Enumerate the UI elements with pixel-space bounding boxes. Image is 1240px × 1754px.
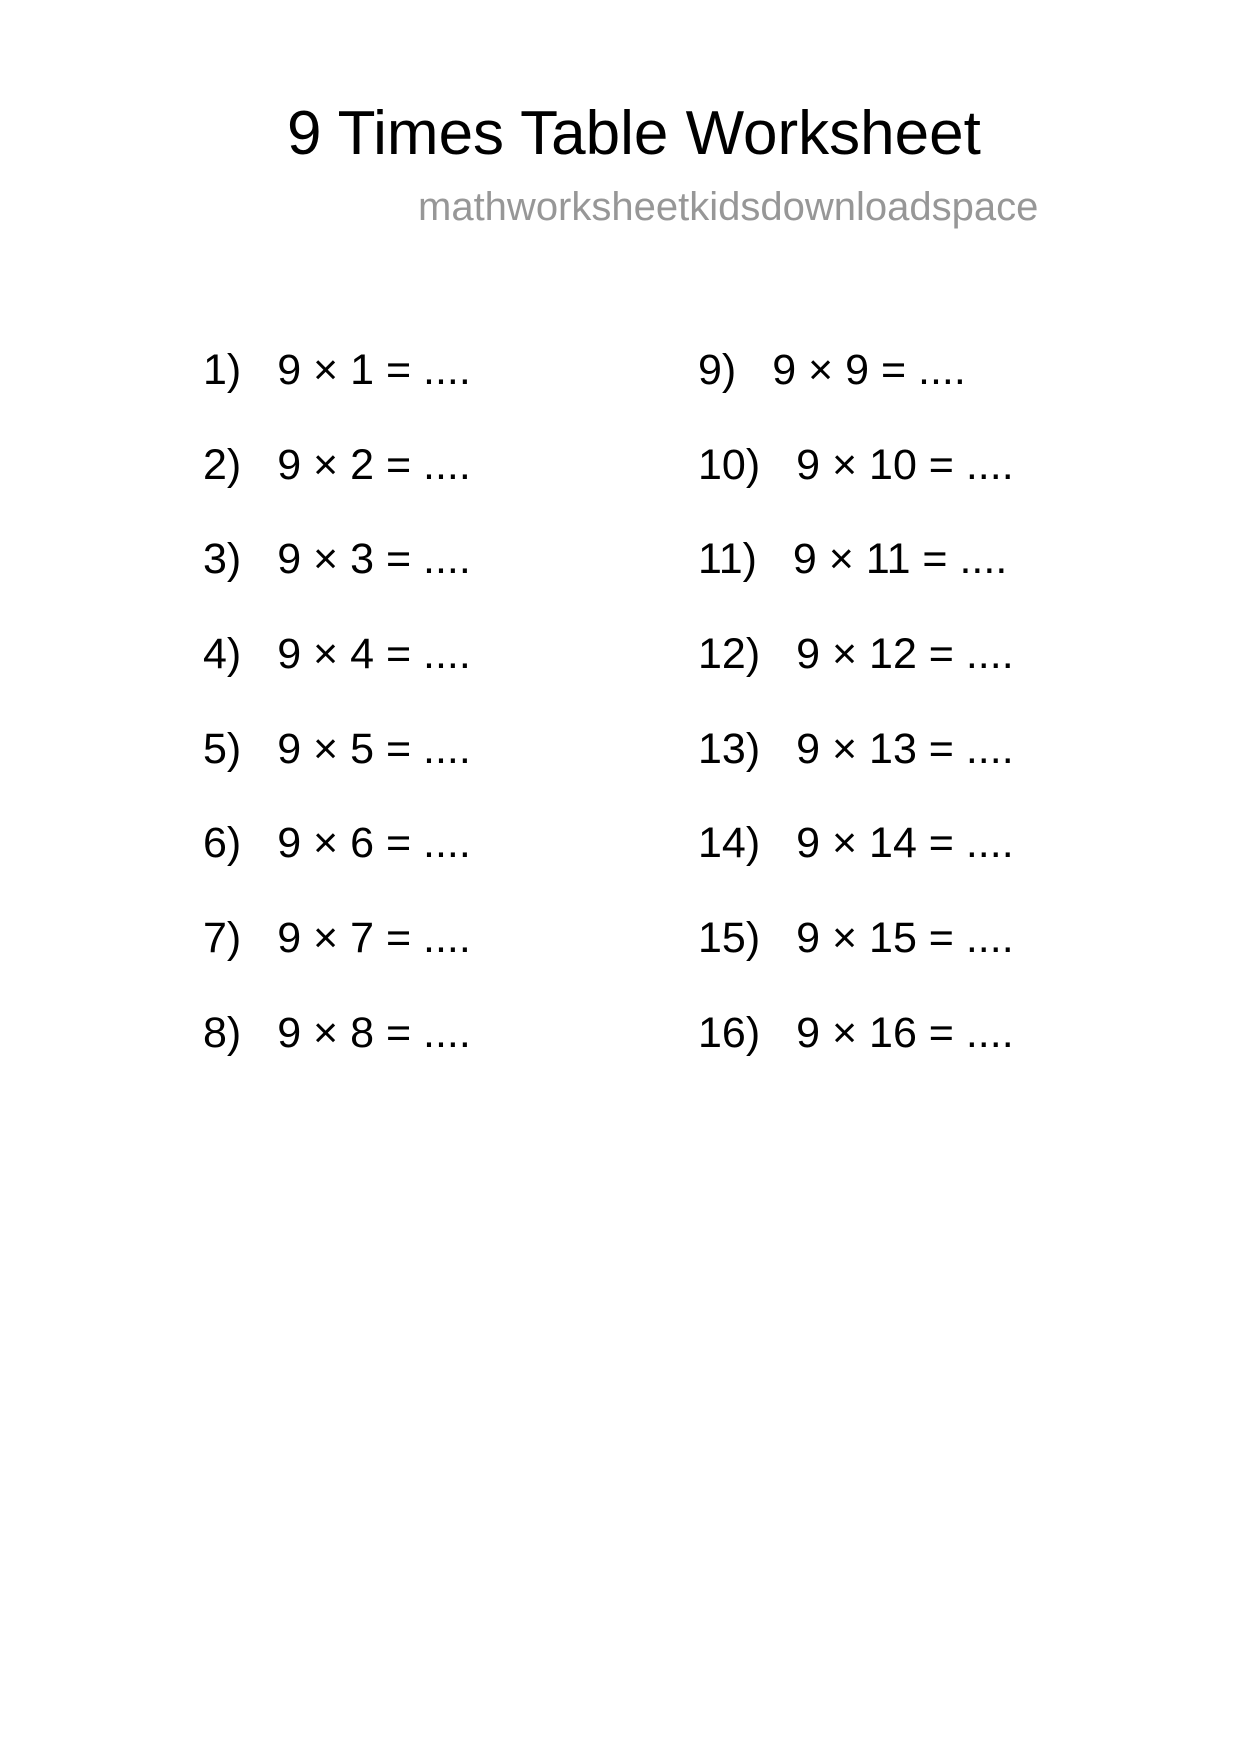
problem-expression: 9 × 10 = .... [796,440,1014,489]
problem-row [698,346,1014,444]
problem-expression: 9 × 15 = .... [796,914,1014,963]
problem-expression: 9 × 12 = .... [796,630,1014,679]
problem-row [698,440,1014,539]
problem-row [203,630,471,728]
problem-number: 11) [698,535,757,584]
problem-row [698,630,1014,728]
problem-expression: 9 × 16 = .... [796,1008,1014,1057]
problems-column-left [203,346,471,1107]
problem-number: 10) [698,440,761,489]
problem-row [203,914,471,1012]
problem-number: 14) [698,819,761,868]
problem-row [203,440,471,539]
problem-number: 5) [203,724,242,773]
problem-expression: 9 × 3 = .... [277,535,471,584]
problem-expression: 9 × 6 = .... [277,819,471,868]
problem-number: 16) [698,1008,761,1057]
worksheet-title: 9 Times Table Worksheet [287,99,981,168]
problem-row [203,346,471,444]
problem-number: 1) [203,346,242,394]
problem-number: 9) [698,346,737,394]
problem-number: 12) [698,630,761,679]
problem-row [203,724,471,823]
problem-expression: 9 × 14 = .... [796,819,1014,868]
problem-expression: 9 × 13 = .... [796,724,1014,773]
problems-column-right [698,346,1014,1107]
problem-row [203,1008,471,1107]
problem-number: 2) [203,440,242,489]
problem-expression: 9 × 7 = .... [277,914,471,963]
problem-row [698,819,1014,917]
problem-row [203,819,471,917]
problem-number: 3) [203,535,242,584]
problem-number: 7) [203,914,242,963]
problem-expression: 9 × 11 = .... [792,535,1008,584]
problem-number: 13) [698,724,761,773]
problem-expression: 9 × 9 = .... [772,346,966,394]
problem-row [203,535,471,633]
problem-row [698,724,1014,823]
problem-number: 4) [203,630,242,679]
problem-expression: 9 × 8 = .... [277,1008,471,1057]
watermark-text: mathworksheetkidsdownloadspace [418,185,1039,229]
problem-expression: 9 × 5 = .... [277,724,471,773]
problem-expression: 9 × 4 = .... [277,630,471,679]
problem-row [698,1008,1014,1107]
problem-expression: 9 × 2 = .... [277,440,471,489]
problem-row [698,535,1014,633]
problem-number: 8) [203,1008,242,1057]
problem-number: 15) [698,914,761,963]
problem-number: 6) [203,819,242,868]
problem-expression: 9 × 1 = .... [277,346,471,394]
problem-row [698,914,1014,1012]
